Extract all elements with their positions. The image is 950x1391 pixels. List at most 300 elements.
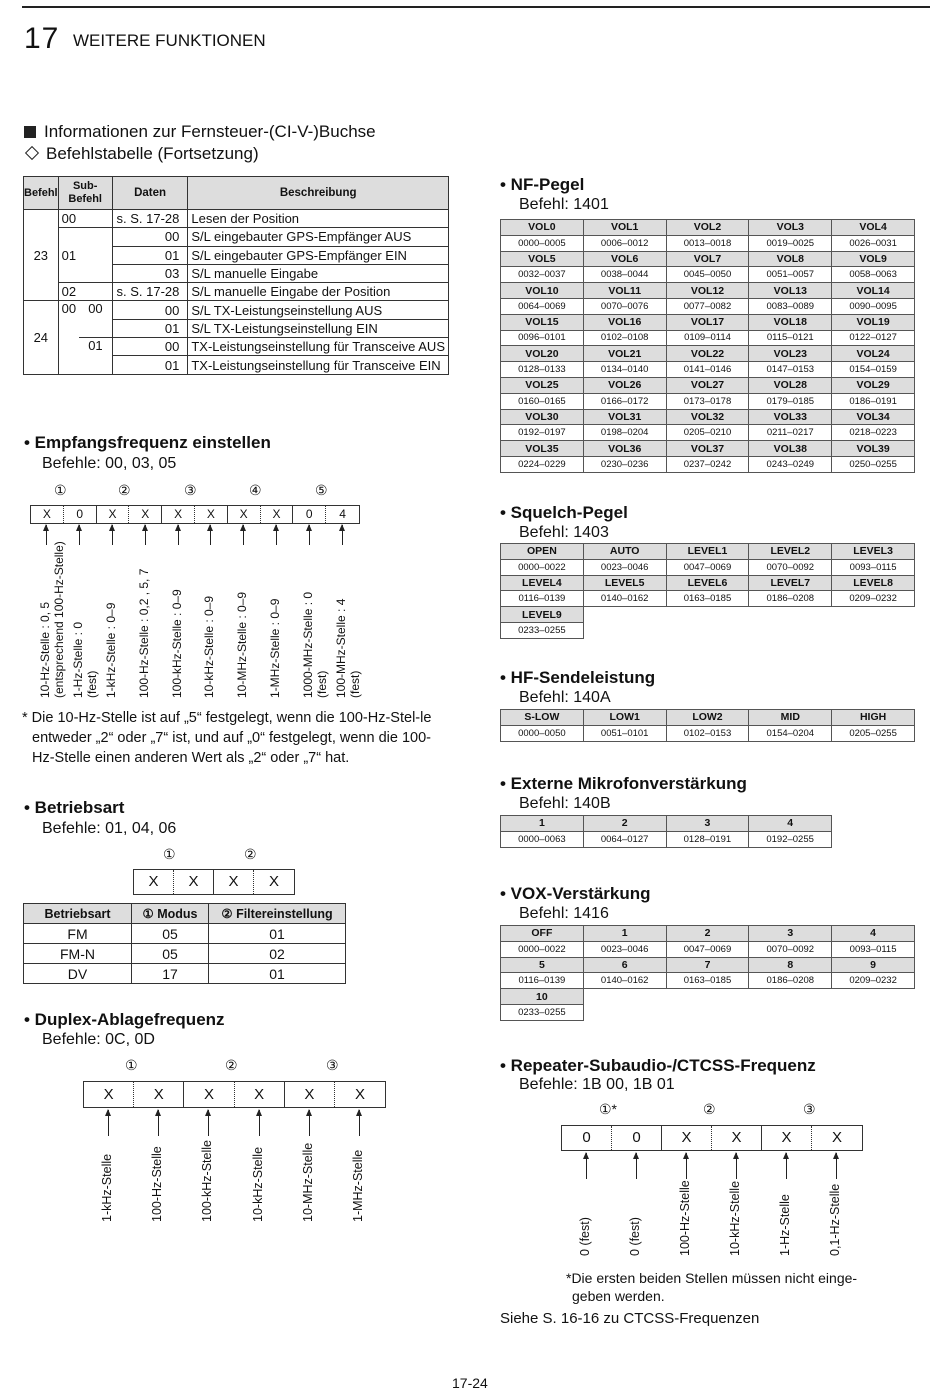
mic-cell: 0000–0063 — [501, 831, 584, 847]
nf-cell: 0128–0133 — [501, 362, 584, 378]
vox-cell: 0163–0185 — [666, 973, 749, 989]
nf-cell: 0141–0146 — [666, 362, 749, 378]
duplex-digit: X — [355, 1086, 366, 1103]
vox-cell: 5 — [501, 957, 584, 973]
duplex-digit-label: 1-kHz-Stelle — [100, 1153, 114, 1222]
freq-digit-label: 1000-MHz-Stelle : 0 — [300, 591, 315, 698]
squelch-row — [501, 591, 915, 607]
mode-cell: 01 — [209, 964, 346, 984]
ctcss-digit: X — [762, 1126, 812, 1150]
nf-title: • NF-Pegel — [500, 175, 585, 194]
col-befehl: Befehl — [24, 177, 59, 210]
squelch-row — [501, 622, 915, 638]
cmd-subbefehl2 — [79, 210, 112, 228]
mic-row — [501, 816, 832, 832]
header-rule — [22, 6, 930, 8]
freq-digit-label: 100-MHz-Stelle : 4 — [333, 598, 348, 698]
vox-cell: 0209–0232 — [832, 973, 915, 989]
vox-cell: 0000–0022 — [501, 941, 584, 957]
vox-row — [501, 989, 915, 1005]
freq-digit-label: (entsprechend 100-Hz-Stelle) — [52, 541, 67, 698]
nf-cell: 0250–0255 — [832, 456, 915, 472]
duplex-sub: Befehle: 0C, 0D — [42, 1031, 155, 1048]
cmd-daten: 03 — [112, 264, 188, 282]
nf-cell: 0205–0210 — [666, 425, 749, 441]
duplex-circle-number: ① — [125, 1057, 138, 1073]
cmd-subbefehl: 00 — [58, 210, 79, 228]
freq-arrow-icon — [46, 525, 47, 545]
freq-digit-label: 10-kHz-Stelle : 0–9 — [202, 595, 217, 698]
mic-cell: 1 — [501, 816, 584, 832]
freq-title: • Empfangsfrequenz einstellen — [24, 433, 271, 452]
freq-digit-label: 1-kHz-Stelle : 0–9 — [104, 602, 118, 698]
chapter-title: WEITERE FUNKTIONEN — [73, 31, 266, 50]
cmd-beschreibung: S/L TX-Leistungseinstellung EIN — [188, 319, 449, 337]
ctcss-arrow-icon — [636, 1153, 637, 1179]
duplex-circle-number: ② — [225, 1057, 238, 1073]
freq-digit-label: 10-MHz-Stelle : 0–9 — [235, 591, 250, 698]
nf-cell: VOL34 — [832, 409, 915, 425]
ctcss-digit-label: 10-kHz-Stelle — [728, 1180, 742, 1256]
mic-cell: 2 — [583, 816, 666, 832]
squelch-cell: LEVEL9 — [501, 607, 584, 623]
squelch-sub: Befehl: 1403 — [519, 524, 609, 541]
hf-cell: MID — [749, 710, 832, 726]
nf-row — [501, 409, 915, 425]
ctcss-circle-number: ①* — [599, 1101, 617, 1117]
cmd-beschreibung: S/L eingebauter GPS-Empfänger EIN — [188, 246, 449, 264]
nf-cell: 0102–0108 — [583, 330, 666, 346]
nf-cell: 0147–0153 — [749, 362, 832, 378]
nf-row — [501, 425, 915, 441]
nf-cell: 0211–0217 — [749, 425, 832, 441]
freq-circle-number: ① — [54, 482, 67, 498]
mode-row — [24, 924, 346, 944]
duplex-digit-label: 1-MHz-Stelle — [351, 1149, 365, 1222]
freq-digit: X — [261, 506, 294, 523]
square-bullet-icon — [24, 126, 36, 138]
nf-cell: VOL27 — [666, 377, 749, 393]
vox-cell: 4 — [832, 926, 915, 942]
nf-row — [501, 283, 915, 299]
nf-cell: 0134–0140 — [583, 362, 666, 378]
nf-cell: 0045–0050 — [666, 267, 749, 283]
ctcss-digit: 0 — [562, 1126, 612, 1150]
vox-cell: 1 — [583, 926, 666, 942]
freq-arrow-icon — [178, 525, 179, 545]
mode-cell: 01 — [209, 924, 346, 944]
freq-arrow-icon — [79, 525, 80, 545]
nf-cell: VOL24 — [832, 346, 915, 362]
nf-row — [501, 251, 915, 267]
freq-arrow-icon — [276, 525, 277, 545]
nf-cell: VOL2 — [666, 220, 749, 236]
nf-cell: VOL0 — [501, 220, 584, 236]
vox-row — [501, 1004, 915, 1020]
mode-circle-number: ① — [163, 846, 176, 862]
duplex-arrow-icon — [208, 1110, 209, 1136]
nf-cell: VOL5 — [501, 251, 584, 267]
hf-cell: S-LOW — [501, 710, 584, 726]
hf-cell: 0000–0050 — [501, 725, 584, 741]
nf-cell: 0019–0025 — [749, 235, 832, 251]
nf-cell: VOL9 — [832, 251, 915, 267]
nf-cell: 0026–0031 — [832, 235, 915, 251]
mode-digit: X — [268, 873, 279, 890]
squelch-cell: LEVEL1 — [666, 544, 749, 560]
cmd-row — [24, 210, 449, 228]
cmd-subbefehl2: 00 — [79, 301, 112, 338]
hf-cell: 0102–0153 — [666, 725, 749, 741]
nf-cell: VOL6 — [583, 251, 666, 267]
duplex-title: • Duplex-Ablagefrequenz — [24, 1010, 225, 1029]
mic-cell: 0192–0255 — [749, 831, 832, 847]
freq-digit-label: 1-MHz-Stelle : 0–9 — [268, 598, 282, 698]
duplex-digit: X — [235, 1082, 285, 1107]
mode-sub: Befehle: 01, 04, 06 — [42, 820, 177, 837]
mode-cell: FM — [24, 924, 132, 944]
nf-cell: VOL20 — [501, 346, 584, 362]
nf-cell: 0122–0127 — [832, 330, 915, 346]
hf-row — [501, 710, 915, 726]
nf-cell: 0000–0005 — [501, 235, 584, 251]
nf-cell: 0090–0095 — [832, 298, 915, 314]
vox-cell: 0070–0092 — [749, 941, 832, 957]
nf-cell: VOL30 — [501, 409, 584, 425]
mode-digit: X — [134, 870, 174, 894]
nf-row — [501, 267, 915, 283]
nf-cell: 0218–0223 — [832, 425, 915, 441]
mode-cell: 02 — [209, 944, 346, 964]
freq-digit: X — [162, 506, 195, 523]
nf-cell: VOL32 — [666, 409, 749, 425]
nf-cell: VOL35 — [501, 441, 584, 457]
nf-row — [501, 235, 915, 251]
cmd-daten: s. S. 17-28 — [112, 210, 188, 228]
nf-cell: VOL21 — [583, 346, 666, 362]
ctcss-digit-box — [561, 1125, 863, 1151]
nf-row — [501, 362, 915, 378]
freq-circle-number: ② — [118, 482, 131, 498]
duplex-arrow-icon — [259, 1110, 260, 1136]
vox-cell: 0140–0162 — [583, 973, 666, 989]
cmd-subbefehl: 00 — [58, 301, 79, 374]
ctcss-arrow-icon — [836, 1153, 837, 1179]
nf-cell: 0032–0037 — [501, 267, 584, 283]
squelch-cell: LEVEL2 — [749, 544, 832, 560]
ctcss-note: *Die ersten beiden Stellen müssen nicht einge-geben werden. — [566, 1270, 858, 1304]
duplex-circle-number: ③ — [326, 1057, 339, 1073]
squelch-cell: LEVEL7 — [749, 575, 832, 591]
duplex-digit-label: 10-kHz-Stelle — [250, 1146, 265, 1222]
cmd-beschreibung: TX-Leistungseinstellung für Transceive EIN — [188, 356, 449, 374]
freq-note: * Die 10-Hz-Stelle ist auf „5“ festgelegt, wenn die 100-Hz-Stel-le entweder „2“ oder „7“ ist, und auf „0“ festgelegt, wenn die 100-Hz-Stelle einen anderen Wert als „2“ oder „7“ hat. — [22, 710, 432, 766]
mode-digit-box — [133, 869, 295, 895]
cmd-subbefehl: 02 — [58, 283, 79, 301]
freq-digit: X — [31, 506, 64, 523]
col-daten: Daten — [112, 177, 188, 210]
nf-cell: 0109–0114 — [666, 330, 749, 346]
nf-cell: VOL33 — [749, 409, 832, 425]
squelch-cell: 0233–0255 — [501, 622, 584, 638]
cmd-subbefehl2 — [79, 283, 112, 301]
cmd-beschreibung: S/L manuelle Eingabe — [188, 264, 449, 282]
mic-row — [501, 831, 832, 847]
freq-digit-label: (fest) — [347, 670, 362, 698]
nf-cell: 0173–0178 — [666, 393, 749, 409]
nf-cell: 0230–0236 — [583, 456, 666, 472]
freq-digit: X — [97, 506, 130, 523]
mode-col-modus: ① Modus — [132, 904, 209, 924]
squelch-cell: OPEN — [501, 544, 584, 560]
cmd-beschreibung: S/L TX-Leistungseinstellung AUS — [188, 301, 449, 319]
mode-cell: 17 — [132, 964, 209, 984]
mic-cell: 3 — [666, 816, 749, 832]
freq-digit-label: 1-Hz-Stelle : 0 — [71, 621, 86, 698]
cmd-daten: s. S. 17-28 — [112, 283, 188, 301]
hf-cell: LOW1 — [583, 710, 666, 726]
nf-cell: 0186–0191 — [832, 393, 915, 409]
nf-cell: 0237–0242 — [666, 456, 749, 472]
squelch-cell: LEVEL4 — [501, 575, 584, 591]
nf-cell: VOL15 — [501, 314, 584, 330]
nf-cell: 0166–0172 — [583, 393, 666, 409]
cmd-row — [24, 283, 449, 301]
nf-sub: Befehl: 1401 — [519, 196, 609, 213]
nf-cell: VOL37 — [666, 441, 749, 457]
nf-cell: 0243–0249 — [749, 456, 832, 472]
ctcss-arrow-icon — [736, 1153, 737, 1179]
hf-cell: 0051–0101 — [583, 725, 666, 741]
freq-arrow-icon — [342, 525, 343, 545]
nf-cell: VOL22 — [666, 346, 749, 362]
squelch-row — [501, 559, 915, 575]
nf-cell: VOL12 — [666, 283, 749, 299]
ctcss-circle-number: ③ — [803, 1101, 816, 1117]
nf-cell: 0083–0089 — [749, 298, 832, 314]
nf-cell: 0154–0159 — [832, 362, 915, 378]
cmd-subbefehl2: 01 — [79, 338, 112, 375]
ctcss-arrow-icon — [786, 1153, 787, 1179]
hf-sub: Befehl: 140A — [519, 689, 611, 706]
duplex-digit-label: 10-MHz-Stelle — [300, 1142, 315, 1222]
squelch-cell: 0023–0046 — [583, 559, 666, 575]
mode-cell: 05 — [132, 944, 209, 964]
mode-cell: DV — [24, 964, 132, 984]
nf-row — [501, 314, 915, 330]
section-subtitle: Befehlstabelle (Fortsetzung) — [24, 144, 259, 164]
diamond-bullet-icon — [25, 146, 39, 160]
freq-digit-label: 100-Hz-Stelle : 0,2 , 5, 7 — [136, 568, 151, 698]
vox-cell: 2 — [666, 926, 749, 942]
freq-digit: X — [129, 506, 162, 523]
freq-circle-number: ⑤ — [315, 482, 328, 498]
nf-cell: VOL19 — [832, 314, 915, 330]
cmd-befehl: 23 — [24, 210, 59, 301]
nf-cell: 0013–0018 — [666, 235, 749, 251]
squelch-row — [501, 575, 915, 591]
nf-cell: 0192–0197 — [501, 425, 584, 441]
mode-circle-number: ② — [244, 846, 257, 862]
nf-cell: VOL26 — [583, 377, 666, 393]
duplex-arrow-icon — [309, 1110, 310, 1136]
cmd-daten: 01 — [112, 246, 188, 264]
freq-digit: 0 — [293, 506, 326, 523]
ctcss-digit-label: 1-Hz-Stelle — [778, 1194, 792, 1256]
nf-cell: VOL11 — [583, 283, 666, 299]
nf-cell: VOL36 — [583, 441, 666, 457]
mode-cell: 05 — [132, 924, 209, 944]
freq-digit: 4 — [339, 507, 346, 521]
duplex-digit: X — [184, 1082, 234, 1107]
squelch-cell: 0070–0092 — [749, 559, 832, 575]
freq-arrow-icon — [145, 525, 146, 545]
freq-digit-label: 100-kHz-Stelle : 0–9 — [169, 589, 184, 698]
nf-cell: VOL38 — [749, 441, 832, 457]
vox-row — [501, 926, 915, 942]
cmd-subbefehl2 — [79, 228, 112, 283]
nf-cell: VOL39 — [832, 441, 915, 457]
ctcss-digit: 0 — [612, 1126, 662, 1150]
nf-row — [501, 393, 915, 409]
mic-title: • Externe Mikrofonverstärkung — [500, 774, 747, 793]
nf-cell: 0077–0082 — [666, 298, 749, 314]
ctcss-digit: X — [831, 1129, 842, 1146]
squelch-title: • Squelch-Pegel — [500, 503, 628, 522]
squelch-cell: 0163–0185 — [666, 591, 749, 607]
ctcss-ref: Siehe S. 16-16 zu CTCSS-Frequenzen — [500, 1310, 760, 1327]
cmd-beschreibung: S/L manuelle Eingabe der Position — [188, 283, 449, 301]
squelch-cell: LEVEL5 — [583, 575, 666, 591]
cmd-befehl: 24 — [24, 301, 59, 374]
hf-row — [501, 725, 915, 741]
mode-col-filter: ② Filtereinstellung — [209, 904, 346, 924]
nf-cell: 0051–0057 — [749, 267, 832, 283]
nf-cell: VOL25 — [501, 377, 584, 393]
ctcss-circle-number: ② — [703, 1101, 716, 1117]
duplex-digit: X — [84, 1082, 134, 1107]
freq-arrow-icon — [243, 525, 244, 545]
freq-arrow-icon — [309, 525, 310, 545]
vox-title: • VOX-Verstärkung — [500, 884, 651, 903]
vox-row — [501, 957, 915, 973]
squelch-cell: 0140–0162 — [583, 591, 666, 607]
cmd-beschreibung: Lesen der Position — [188, 210, 449, 228]
vox-row — [501, 973, 915, 989]
freq-digit: X — [228, 506, 261, 523]
nf-cell: VOL14 — [832, 283, 915, 299]
squelch-cell: 0116–0139 — [501, 591, 584, 607]
hf-title: • HF-Sendeleistung — [500, 668, 656, 687]
freq-digit-box — [30, 505, 360, 524]
ctcss-sub: Befehle: 1B 00, 1B 01 — [519, 1076, 675, 1093]
vox-cell: 0023–0046 — [583, 941, 666, 957]
nf-cell: 0058–0063 — [832, 267, 915, 283]
mode-row — [24, 944, 346, 964]
page-number: 17-24 — [452, 1375, 488, 1391]
nf-cell: 0160–0165 — [501, 393, 584, 409]
vox-sub: Befehl: 1416 — [519, 905, 609, 922]
squelch-cell: 0093–0115 — [832, 559, 915, 575]
vox-cell: OFF — [501, 926, 584, 942]
nf-row — [501, 346, 915, 362]
ctcss-digit-label: 0 (fest) — [628, 1217, 642, 1256]
vox-table — [500, 925, 915, 1021]
cmd-beschreibung: TX-Leistungseinstellung für Transceive AUS — [188, 338, 449, 356]
mic-sub: Befehl: 140B — [519, 795, 611, 812]
squelch-cell: 0000–0022 — [501, 559, 584, 575]
nf-cell: 0006–0012 — [583, 235, 666, 251]
nf-cell: 0179–0185 — [749, 393, 832, 409]
vox-cell: 6 — [583, 957, 666, 973]
duplex-digit-box — [83, 1081, 386, 1108]
freq-digit: 0 — [64, 506, 97, 523]
squelch-row — [501, 544, 915, 560]
nf-cell: VOL16 — [583, 314, 666, 330]
freq-circle-number: ④ — [249, 482, 262, 498]
duplex-arrow-icon — [158, 1110, 159, 1136]
vox-cell: 0047–0069 — [666, 941, 749, 957]
nf-table — [500, 219, 915, 473]
ctcss-digit-label: 100-Hz-Stelle — [678, 1180, 692, 1256]
nf-cell: VOL23 — [749, 346, 832, 362]
nf-cell: 0064–0069 — [501, 298, 584, 314]
cmd-row — [24, 228, 449, 246]
nf-cell: VOL17 — [666, 314, 749, 330]
hf-cell: 0154–0204 — [749, 725, 832, 741]
hf-cell: LOW2 — [666, 710, 749, 726]
duplex-digit-label: 100-kHz-Stelle — [200, 1140, 215, 1222]
cmd-row — [24, 301, 449, 319]
nf-cell: 0038–0044 — [583, 267, 666, 283]
command-table — [23, 176, 449, 375]
vox-cell: 0186–0208 — [749, 973, 832, 989]
ctcss-title: • Repeater-Subaudio-/CTCSS-Frequenz — [500, 1056, 816, 1075]
nf-row — [501, 456, 915, 472]
ctcss-arrow-icon — [586, 1153, 587, 1179]
nf-cell: 0070–0076 — [583, 298, 666, 314]
col-subbefehl: Sub- Befehl — [58, 177, 112, 210]
mic-table — [500, 815, 832, 848]
mic-cell: 0128–0191 — [666, 831, 749, 847]
mode-table — [23, 903, 346, 984]
section-title: Informationen zur Fernsteuer-(CI-V-)Buchse — [24, 122, 376, 142]
vox-row — [501, 941, 915, 957]
vox-cell: 0093–0115 — [832, 941, 915, 957]
vox-cell: 9 — [832, 957, 915, 973]
mode-digit: X — [214, 870, 254, 894]
duplex-digit-label: 100-Hz-Stelle — [150, 1146, 165, 1222]
vox-cell: 10 — [501, 989, 584, 1005]
nf-cell: VOL18 — [749, 314, 832, 330]
cmd-daten: 01 — [112, 356, 188, 374]
freq-digit-label: (fest) — [314, 670, 329, 698]
nf-cell: 0115–0121 — [749, 330, 832, 346]
freq-digit-label: (fest) — [85, 670, 100, 698]
ctcss-digit-label: 0 (fest) — [578, 1217, 592, 1256]
vox-cell: 3 — [749, 926, 832, 942]
freq-digit-label: 10-Hz-Stelle : 0, 5 — [38, 601, 53, 698]
duplex-digit: X — [134, 1082, 184, 1107]
nf-cell: VOL4 — [832, 220, 915, 236]
nf-cell: VOL29 — [832, 377, 915, 393]
mode-row — [24, 964, 346, 984]
vox-cell: 0116–0139 — [501, 973, 584, 989]
nf-row — [501, 298, 915, 314]
col-beschreibung: Beschreibung — [188, 177, 449, 210]
ctcss-digit: X — [662, 1126, 712, 1150]
nf-cell: 0224–0229 — [501, 456, 584, 472]
